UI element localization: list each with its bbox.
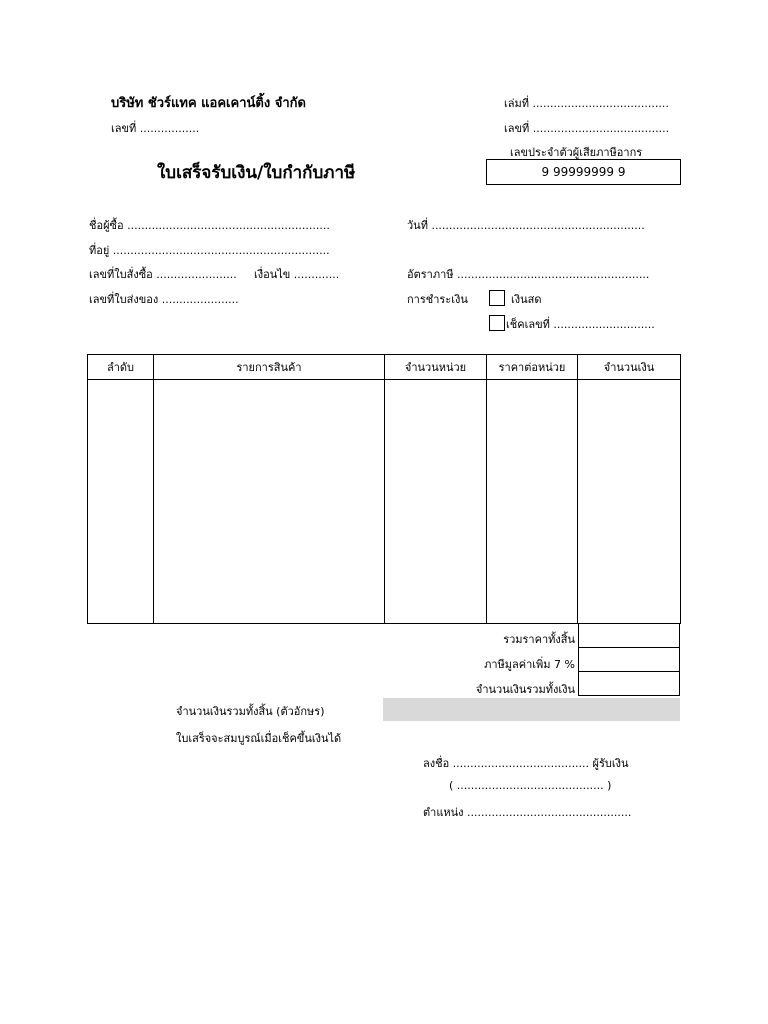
document-title: ใบเสร็จรับเงิน/ใบกำกับภาษี bbox=[157, 163, 356, 183]
grand-total-label: จำนวนเงินรวมทั้งเงิน bbox=[475, 683, 575, 696]
signature-position: ตำแหน่ง ............................................... bbox=[423, 806, 632, 819]
cell-no[interactable] bbox=[88, 380, 154, 624]
amount-words-label: จำนวนเงินรวมทั้งสิ้น (ตัวอักษร) bbox=[176, 705, 325, 718]
subtotal-box[interactable] bbox=[578, 624, 680, 648]
receipt-note: ใบเสร็จจะสมบูรณ์เมื่อเช็คขึ้นเงินได้ bbox=[176, 732, 342, 745]
condition-field: เงื่อนไข ............. bbox=[254, 268, 340, 281]
header-item: รายการสินค้า bbox=[154, 355, 385, 380]
payment-label: การชำระเงิน bbox=[407, 293, 468, 306]
cash-checkbox[interactable] bbox=[489, 290, 505, 306]
cell-unit-price[interactable] bbox=[487, 380, 578, 624]
date-field: วันที่ ............................................................. bbox=[407, 219, 645, 232]
cash-label: เงินสด bbox=[511, 293, 542, 306]
table-body-row bbox=[88, 380, 681, 624]
book-number: เล่มที่ ....................................... bbox=[504, 97, 669, 110]
vat-box[interactable] bbox=[578, 648, 680, 672]
signature-name: ( .......................................... ) bbox=[449, 779, 612, 792]
cell-item[interactable] bbox=[154, 380, 385, 624]
vat-label: ภาษีมูลค่าเพิ่ม 7 % bbox=[484, 658, 575, 671]
tax-id-box: 9 99999999 9 bbox=[486, 159, 681, 185]
header-amount: จำนวนเงิน bbox=[578, 355, 681, 380]
signature-line: ลงชื่อ ....................................... ผู้รับเงิน bbox=[423, 757, 629, 770]
cell-amount[interactable] bbox=[578, 380, 681, 624]
doc-number-right: เลขที่ ....................................... bbox=[504, 122, 670, 135]
header-unit-price: ราคาต่อหน่วย bbox=[487, 355, 578, 380]
tax-id-label: เลขประจำตัวผู้เสียภาษีอากร bbox=[510, 146, 643, 159]
grand-total-box[interactable] bbox=[578, 672, 680, 696]
address-field: ที่อยู่ .............................................................. bbox=[89, 244, 330, 257]
header-qty: จำนวนหน่วย bbox=[385, 355, 487, 380]
cheque-checkbox[interactable] bbox=[489, 315, 505, 331]
tax-rate-field: อัตราภาษี ....................................................... bbox=[407, 268, 650, 281]
doc-number-left: เลขที่ ................. bbox=[111, 122, 200, 135]
buyer-field: ชื่อผู้ซื้อ .......................................................... bbox=[89, 219, 330, 232]
table-header-row bbox=[88, 355, 681, 380]
cheque-field: เช็คเลขที่ ............................. bbox=[506, 318, 655, 331]
company-name: บริษัท ชัวร์แทค แอคเคาน์ติ้ง จำกัด bbox=[111, 96, 306, 111]
amount-words-field[interactable] bbox=[383, 698, 680, 721]
delivery-number-field: เลขที่ใบส่งของ ...................... bbox=[89, 293, 239, 306]
cell-qty[interactable] bbox=[385, 380, 487, 624]
subtotal-label: รวมราคาทั้งสิ้น bbox=[503, 633, 575, 646]
header-no: ลำดับ bbox=[88, 355, 154, 380]
po-number-field: เลขที่ใบสั่งซื้อ ....................... bbox=[89, 268, 237, 281]
items-table bbox=[87, 354, 681, 624]
